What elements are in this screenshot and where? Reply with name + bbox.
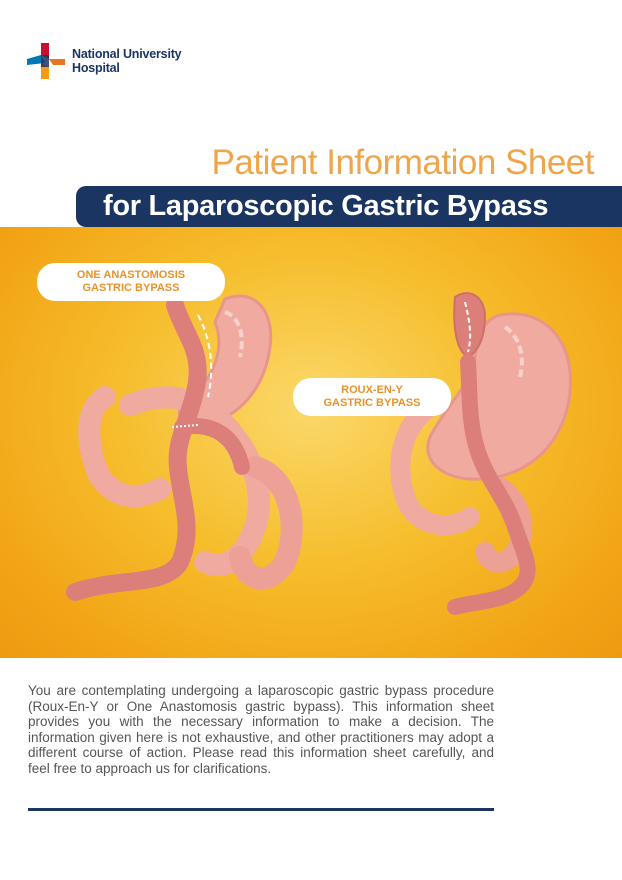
subtitle-banner	[76, 186, 622, 227]
ryg-label-line-2: GASTRIC BYPASS	[323, 397, 421, 409]
oagb-label-line-1: ONE ANASTOMOSIS	[76, 269, 186, 281]
gastric-bypass-illustration	[0, 227, 622, 658]
oagb-label-line-2: GASTRIC BYPASS	[82, 282, 180, 294]
hospital-logo	[27, 41, 197, 81]
ryg-label	[293, 378, 451, 416]
oagb-anatomy	[75, 296, 292, 592]
intro-paragraph: You are contemplating undergoing a laparoscopic gastric bypass procedure (Roux-En-Y or One Anastomosis gastric bypass). This information sheet provides you with the necessary information to make a decision. The information given here is not exhaustive, and other practitioners may adopt a different course of action. Please read this information sheet carefully, and feel free to approach us for clarifications.	[28, 683, 494, 776]
page-title: Patient Information Sheet	[211, 143, 594, 182]
divider-rule	[28, 808, 494, 811]
logo-line-1: National University	[72, 47, 182, 61]
ryg-anatomy	[400, 293, 570, 607]
page-subtitle: for Laparoscopic Gastric Bypass	[103, 190, 549, 222]
nuh-cross-logo-icon	[27, 41, 67, 81]
ryg-label-line-1: ROUX-EN-Y	[341, 384, 403, 396]
oagb-label	[37, 263, 225, 301]
logo-text	[72, 47, 181, 75]
logo-line-2: Hospital	[72, 61, 120, 75]
